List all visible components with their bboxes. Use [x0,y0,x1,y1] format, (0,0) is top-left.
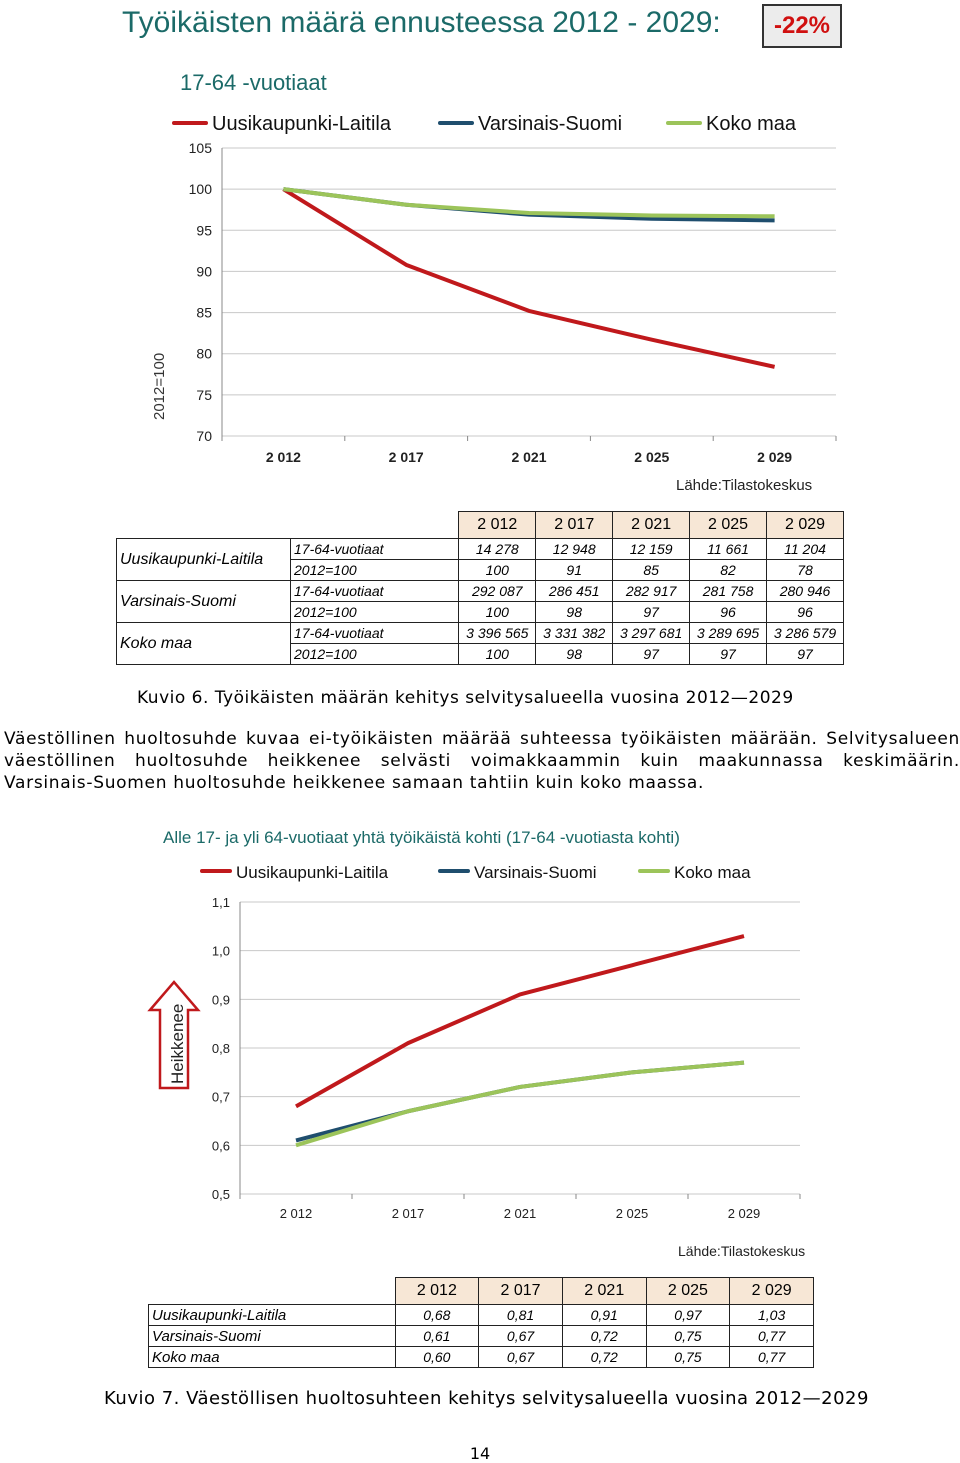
chart2-lines [296,936,744,1145]
table2-year-header: 2 012 [395,1278,479,1305]
table2-cell: 0,77 [730,1326,814,1347]
y-tick-label: 100 [188,181,212,198]
table2-cell: 0,72 [562,1347,646,1368]
table1-cell: 98 [536,644,613,665]
y-tick-label: 0,5 [211,1187,230,1202]
table1-cell: 11 204 [767,539,844,560]
table1-cell: 11 661 [690,539,767,560]
table2-year-header: 2 017 [479,1278,563,1305]
legend-label: Uusikaupunki-Laitila [236,863,389,882]
table2-cell: 0,68 [395,1305,479,1326]
legend-label: Koko maa [706,113,797,135]
dependency-ratio-table [148,1277,814,1368]
table2-cell: 0,75 [646,1347,730,1368]
table1-year-header: 2 017 [536,512,613,539]
table2-row [149,1347,814,1368]
table1-series-label: 2012=100 [291,560,459,581]
chart2-source: Lähde:Tilastokeskus [678,1243,806,1259]
table1-cell: 12 948 [536,539,613,560]
legend-label: Uusikaupunki-Laitila [212,113,391,135]
table1-cell: 78 [767,560,844,581]
series-line-koko-maa [283,189,774,216]
worsening-arrow-icon [150,982,198,1088]
table1-cell: 281 758 [690,581,767,602]
table1-cell: 97 [690,644,767,665]
table1-cell: 96 [767,602,844,623]
table1-series-label: 2012=100 [291,644,459,665]
table2-header-row [149,1278,814,1305]
y-tick-label: 0,6 [211,1138,230,1154]
table2-cell: 0,97 [646,1305,730,1326]
chart1-lines [283,189,774,367]
table1-series-label: 17-64-vuotiaat [291,581,459,602]
table1-region: Varsinais-Suomi [117,581,291,623]
table1-cell: 14 278 [459,539,536,560]
y-tick-label: 75 [196,386,212,403]
series-line-uusikaupunki-laitila [296,936,744,1106]
table1-row [117,623,844,644]
y-tick-label: 85 [196,304,212,321]
x-tick-label: 2 029 [757,449,793,465]
top-chart-subtitle: 17-64 -vuotiaat [180,70,327,95]
table1-row [117,539,844,560]
table1-cell: 98 [536,602,613,623]
table2-cell: 0,67 [479,1347,563,1368]
worsening-label: Heikkenee [168,1003,187,1084]
x-tick-label: 2 017 [391,1206,425,1221]
table2-region: Varsinais-Suomi [149,1326,396,1347]
x-tick-label: 2 025 [615,1206,649,1221]
table1-year-header: 2 012 [459,512,536,539]
table1-region: Koko maa [117,623,291,665]
y-tick-label: 0,9 [211,992,230,1008]
chart2-title: Alle 17- ja yli 64-vuotiaat yhtä työikäistä kohti (17-64 -vuotiasta kohti) [163,828,680,847]
table2-cell: 0,72 [562,1326,646,1347]
working-age-line-chart [0,100,960,500]
table2-year-header: 2 025 [646,1278,730,1305]
table2-cell: 1,03 [730,1305,814,1326]
y-tick-label: 90 [196,263,212,280]
x-tick-label: 2 029 [727,1206,761,1221]
table2-cell: 0,75 [646,1326,730,1347]
y-tick-label: 105 [188,140,212,156]
chart1-legend [174,113,797,135]
figure7-caption: Kuvio 7. Väestöllisen huoltosuhteen kehitys selvitysalueella vuosina 2012—2029 [104,1388,869,1409]
table2-cell: 0,67 [479,1326,563,1347]
table2-region: Uusikaupunki-Laitila [149,1305,396,1326]
table2-region: Koko maa [149,1347,396,1368]
y-tick-label: 0,7 [211,1089,230,1105]
legend-label: Varsinais-Suomi [478,113,623,135]
table1-cell: 100 [459,560,536,581]
table1-series-label: 2012=100 [291,602,459,623]
table1-cell: 3 396 565 [459,623,536,644]
x-tick-label: 2 025 [634,449,670,465]
decline-badge: -22% [762,4,842,48]
table1-cell: 97 [613,602,690,623]
x-tick-label: 2 021 [511,449,547,465]
table1-cell: 100 [459,602,536,623]
legend-label: Koko maa [674,863,751,882]
table1-series-label: 17-64-vuotiaat [291,623,459,644]
table1-year-header: 2 021 [613,512,690,539]
table1-cell: 280 946 [767,581,844,602]
table1-cell: 286 451 [536,581,613,602]
top-chart-title: Työikäisten määrä ennusteessa 2012 - 2029: [122,6,721,39]
table1-cell: 96 [690,602,767,623]
x-tick-label: 2 012 [279,1206,313,1221]
legend-label: Varsinais-Suomi [474,863,597,882]
table2-cell: 0,61 [395,1326,479,1347]
table1-cell: 97 [767,644,844,665]
table2-cell: 0,77 [730,1347,814,1368]
figure6-caption: Kuvio 6. Työikäisten määrän kehitys selvitysalueella vuosina 2012—2029 [137,688,794,708]
table2-year-header: 2 029 [730,1278,814,1305]
table1-year-header: 2 025 [690,512,767,539]
page-number: 14 [469,1444,491,1463]
table1-cell: 3 331 382 [536,623,613,644]
table2-cell: 0,60 [395,1347,479,1368]
series-line-koko-maa [296,1063,744,1146]
y-tick-label: 70 [196,428,212,444]
dependency-ratio-line-chart [0,818,960,1264]
table1-cell: 100 [459,644,536,665]
table1-cell: 3 286 579 [767,623,844,644]
table1-cell: 12 159 [613,539,690,560]
y-tick-label: 80 [196,345,212,362]
y-tick-label: 1,0 [211,943,230,959]
series-line-varsinais-suomi [296,1063,744,1141]
chart1-source: Lähde:Tilastokeskus [676,477,813,494]
chart2-legend [202,863,751,882]
y-tick-label: 0,8 [211,1041,230,1056]
body-paragraph: Väestöllinen huoltosuhde kuvaa ei-työikäisten määrää suhteessa työikäisten määrään. Selvitysalueen väestöllinen huoltosuhde heikkenee selvästi voimakkaammin kuin maakunnassa keskimäärin. Varsinais-Suomen huoltosuhde heikkenee samaan tahtiin kuin koko maassa. [4,729,960,793]
working-age-table [116,511,844,665]
table1-cell: 282 917 [613,581,690,602]
table1-region: Uusikaupunki-Laitila [117,539,291,581]
table1-year-header: 2 029 [767,512,844,539]
table1-series-label: 17-64-vuotiaat [291,539,459,560]
table1-header-row [117,512,844,539]
chart1-y-axis-label: 2012=100 [151,352,168,420]
y-tick-label: 95 [196,222,212,239]
x-tick-label: 2 017 [388,449,424,465]
table1-cell: 85 [613,560,690,581]
x-tick-label: 2 012 [265,449,301,465]
table2-cell: 0,91 [562,1305,646,1326]
y-tick-label: 1,1 [211,895,230,910]
x-tick-label: 2 021 [503,1206,537,1221]
table2-cell: 0,81 [479,1305,563,1326]
table1-cell: 82 [690,560,767,581]
table1-row [117,581,844,602]
table2-year-header: 2 021 [562,1278,646,1305]
table1-cell: 97 [613,644,690,665]
table1-cell: 91 [536,560,613,581]
table2-row [149,1326,814,1347]
table1-cell: 3 289 695 [690,623,767,644]
table2-row [149,1305,814,1326]
table1-cell: 3 297 681 [613,623,690,644]
table1-cell: 292 087 [459,581,536,602]
